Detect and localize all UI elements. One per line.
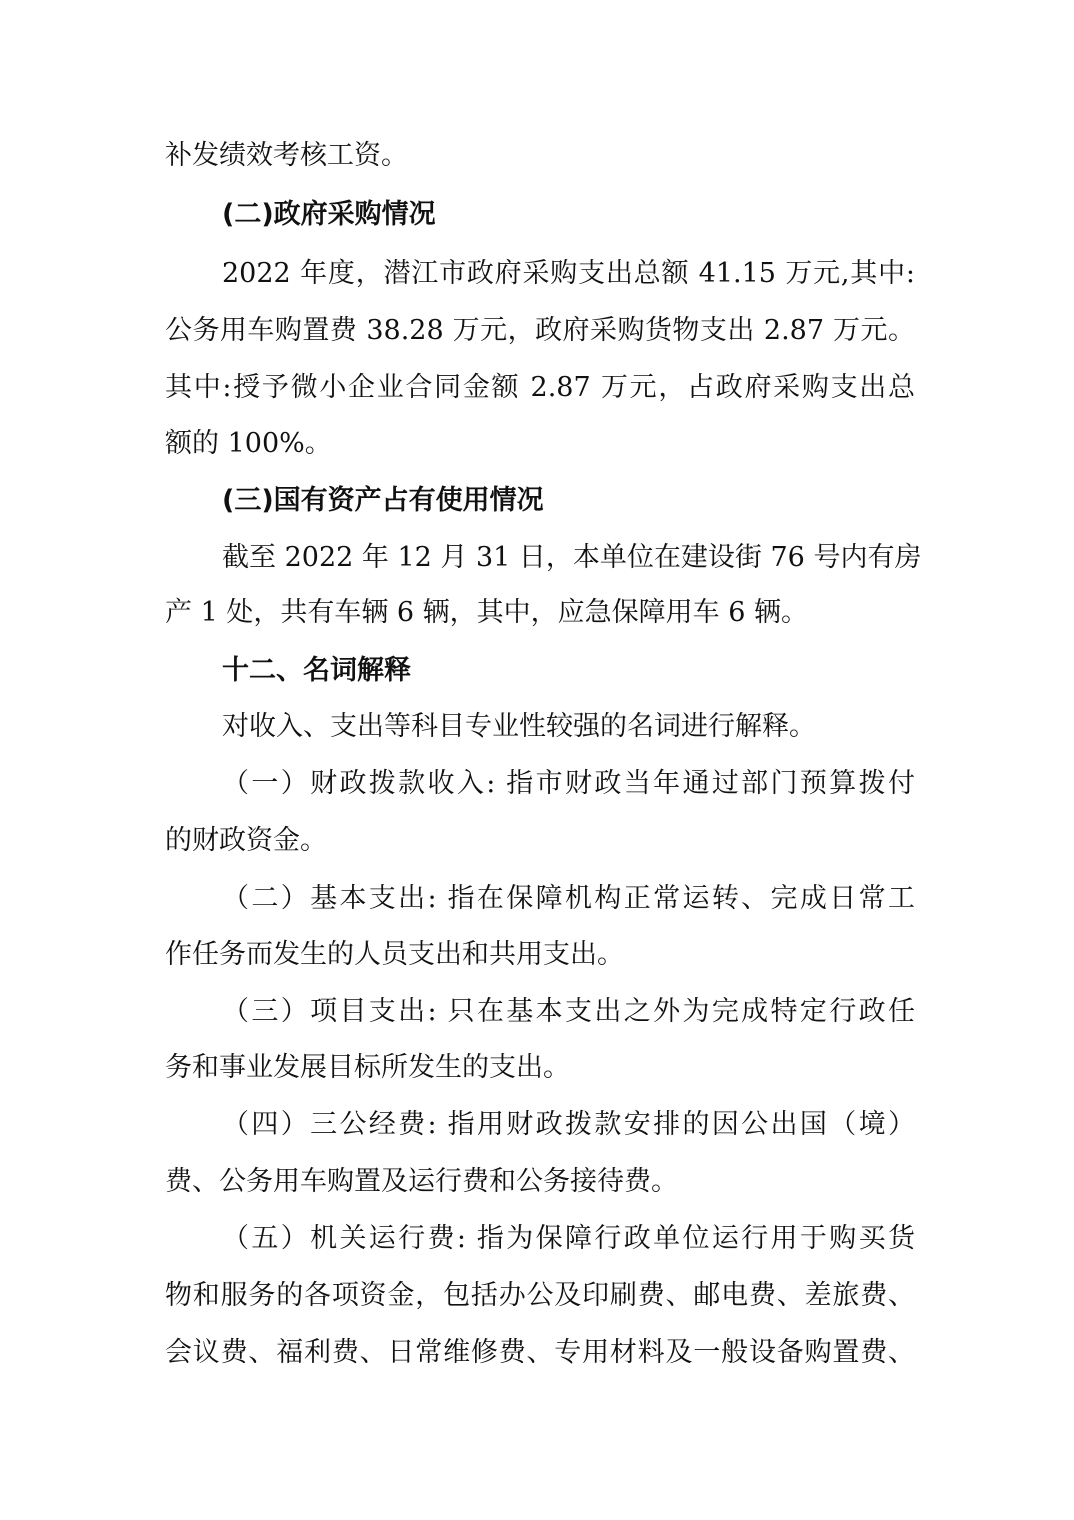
paragraph-line: 其中:授予微小企业合同金额 2.87 万元，占政府采购支出总 [165,372,915,403]
paragraph-line: 补发绩效考核工资。 [165,140,408,171]
glossary-item-line: （一）财政拨款收入: 指市财政当年通过部门预算拨付 [222,768,915,799]
glossary-item-line: 务和事业发展目标所发生的支出。 [165,1052,570,1083]
glossary-item-line: 会议费、福利费、日常维修费、专用材料及一般设备购置费、 [165,1337,915,1368]
glossary-item-line: 作任务而发生的人员支出和共用支出。 [165,939,624,970]
section-heading-glossary: 十二、名词解释 [222,655,411,686]
paragraph-line: 公务用车购置费 38.28 万元，政府采购货物支出 2.87 万元。 [165,315,915,346]
paragraph-line: 额的 100%。 [165,428,332,459]
paragraph-line: 产 1 处，共有车辆 6 辆，其中，应急保障用车 6 辆。 [165,597,809,628]
paragraph-line: 对收入、支出等科目专业性较强的名词进行解释。 [222,711,816,742]
glossary-item-line: 的财政资金。 [165,825,327,856]
glossary-item-line: 费、公务用车购置及运行费和公务接待费。 [165,1166,678,1197]
glossary-item-line: （五）机关运行费: 指为保障行政单位运行用于购买货 [222,1223,915,1254]
glossary-item-line: 物和服务的各项资金，包括办公及印刷费、邮电费、差旅费、 [165,1280,915,1311]
paragraph-line: 截至 2022 年 12 月 31 日，本单位在建设街 76 号内有房 [222,542,922,573]
glossary-item-line: （二）基本支出: 指在保障机构正常运转、完成日常工 [222,883,915,914]
paragraph-line: 2022 年度，潜江市政府采购支出总额 41.15 万元,其中: [222,258,915,289]
section-heading-government-procurement: (二)政府采购情况 [222,199,436,230]
glossary-item-line: （三）项目支出: 只在基本支出之外为完成特定行政任 [222,996,915,1027]
section-heading-state-assets: (三)国有资产占有使用情况 [222,485,544,516]
glossary-item-line: （四）三公经费: 指用财政拨款安排的因公出国（境） [222,1109,915,1140]
